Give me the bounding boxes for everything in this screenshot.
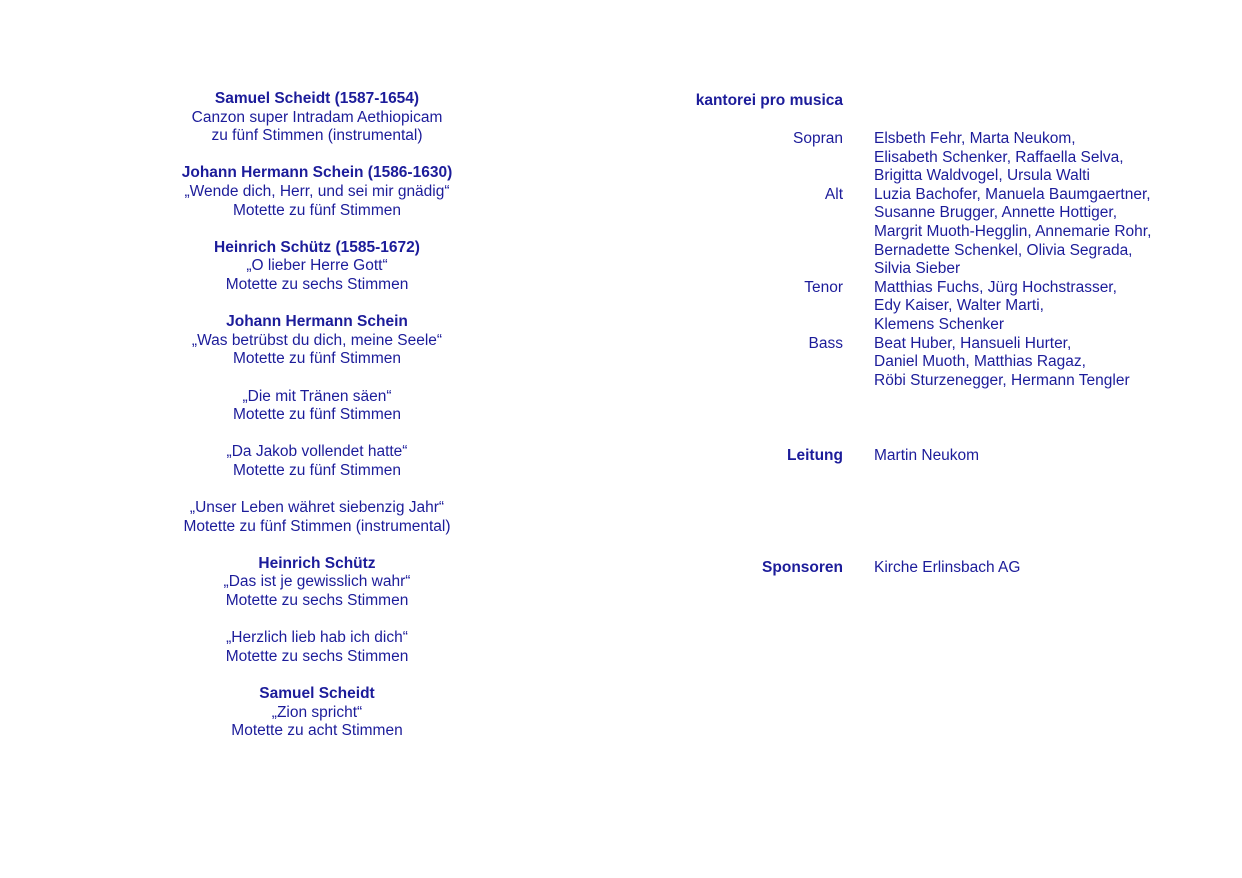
voice-row-bass	[600, 335, 1220, 391]
leitung-row	[600, 447, 1220, 466]
member-line: Margrit Muoth-Hegglin, Annemarie Rohr,	[874, 222, 1152, 240]
composer-name: Johann Hermann Schein	[226, 313, 408, 331]
member-line: Röbi Sturzenegger, Hermann Tengler	[874, 371, 1130, 389]
program-item	[142, 499, 492, 536]
member-line: Bernadette Schenkel, Olivia Segrada,	[874, 241, 1133, 259]
program-item	[142, 629, 492, 666]
ensemble-title: kantorei pro musica	[695, 92, 843, 109]
voice-row-alt	[600, 186, 1220, 279]
piece-line: „Da Jakob vollendet hatte“	[226, 443, 408, 461]
program-item	[142, 443, 492, 480]
piece-line: Motette zu fünf Stimmen (instrumental)	[183, 517, 451, 535]
program-item	[142, 313, 492, 369]
voice-row-tenor	[600, 279, 1220, 335]
composer-name: Samuel Scheidt	[259, 685, 375, 702]
composer-name: Heinrich Schütz (1585-1672)	[214, 238, 420, 256]
piece-line: Motette zu sechs Stimmen	[225, 592, 409, 610]
concert-program	[142, 90, 492, 759]
voice-label: Bass	[808, 334, 843, 352]
program-item	[142, 90, 492, 146]
piece-line: Motette zu fünf Stimmen	[233, 201, 401, 219]
sponsoren-value: Kirche Erlinsbach AG	[874, 559, 1021, 576]
member-line: Daniel Muoth, Matthias Ragaz,	[874, 353, 1086, 371]
member-line: Beat Huber, Hansueli Hurter,	[874, 334, 1072, 352]
piece-line: „Das ist je gewisslich wahr“	[223, 573, 411, 591]
program-item	[142, 164, 492, 220]
sponsoren-label: Sponsoren	[762, 559, 843, 576]
voice-members	[874, 186, 1151, 279]
composer-name: Heinrich Schütz	[258, 554, 376, 572]
member-line: Susanne Brugger, Annette Hottiger,	[874, 204, 1118, 222]
program-item	[142, 239, 492, 295]
ensemble-roster	[600, 130, 1220, 390]
leitung-value: Martin Neukom	[874, 447, 980, 464]
member-line: Silvia Sieber	[874, 260, 961, 278]
voice-members	[874, 335, 1130, 391]
piece-line: „Die mit Tränen säen“	[242, 387, 392, 405]
piece-line: „O lieber Herre Gott“	[246, 257, 388, 275]
member-line: Brigitta Waldvogel, Ursula Walti	[874, 167, 1090, 185]
sponsoren-row	[600, 559, 1220, 578]
member-line: Edy Kaiser, Walter Marti,	[874, 297, 1044, 315]
piece-line: Motette zu fünf Stimmen	[233, 461, 401, 479]
piece-line: Motette zu sechs Stimmen	[225, 275, 409, 293]
piece-line: „Unser Leben währet siebenzig Jahr“	[189, 499, 445, 517]
voice-label: Alt	[824, 185, 843, 203]
piece-line: Motette zu acht Stimmen	[231, 722, 403, 740]
member-line: Elsbeth Fehr, Marta Neukom,	[874, 130, 1076, 147]
piece-line: „Zion spricht“	[271, 703, 363, 721]
piece-line: „Wende dich, Herr, und sei mir gnädig“	[184, 182, 450, 200]
piece-line: Motette zu fünf Stimmen	[233, 406, 401, 424]
voice-label: Sopran	[793, 130, 843, 147]
program-item	[142, 685, 492, 741]
piece-line: Motette zu sechs Stimmen	[225, 647, 409, 665]
composer-name: Johann Hermann Schein (1586-1630)	[181, 164, 453, 182]
piece-line: zu fünf Stimmen (instrumental)	[211, 127, 423, 145]
piece-line: Motette zu fünf Stimmen	[233, 350, 401, 368]
member-line: Matthias Fuchs, Jürg Hochstrasser,	[874, 278, 1117, 296]
piece-line: „Was betrübst du dich, meine Seele“	[191, 331, 443, 349]
piece-line: „Herzlich lieb hab ich dich“	[226, 629, 408, 647]
piece-line: Canzon super Intradam Aethiopicam	[191, 108, 443, 126]
program-item	[142, 555, 492, 611]
voice-members	[874, 130, 1124, 186]
leitung-label: Leitung	[787, 447, 843, 464]
voice-members	[874, 279, 1117, 335]
member-line: Luzia Bachofer, Manuela Baumgaertner,	[874, 185, 1151, 203]
voice-label: Tenor	[804, 278, 843, 296]
program-item	[142, 388, 492, 425]
member-line: Klemens Schenker	[874, 315, 1005, 333]
voice-row-sopran	[600, 130, 1220, 186]
composer-name: Samuel Scheidt (1587-1654)	[214, 90, 420, 107]
member-line: Elisabeth Schenker, Raffaella Selva,	[874, 148, 1124, 166]
